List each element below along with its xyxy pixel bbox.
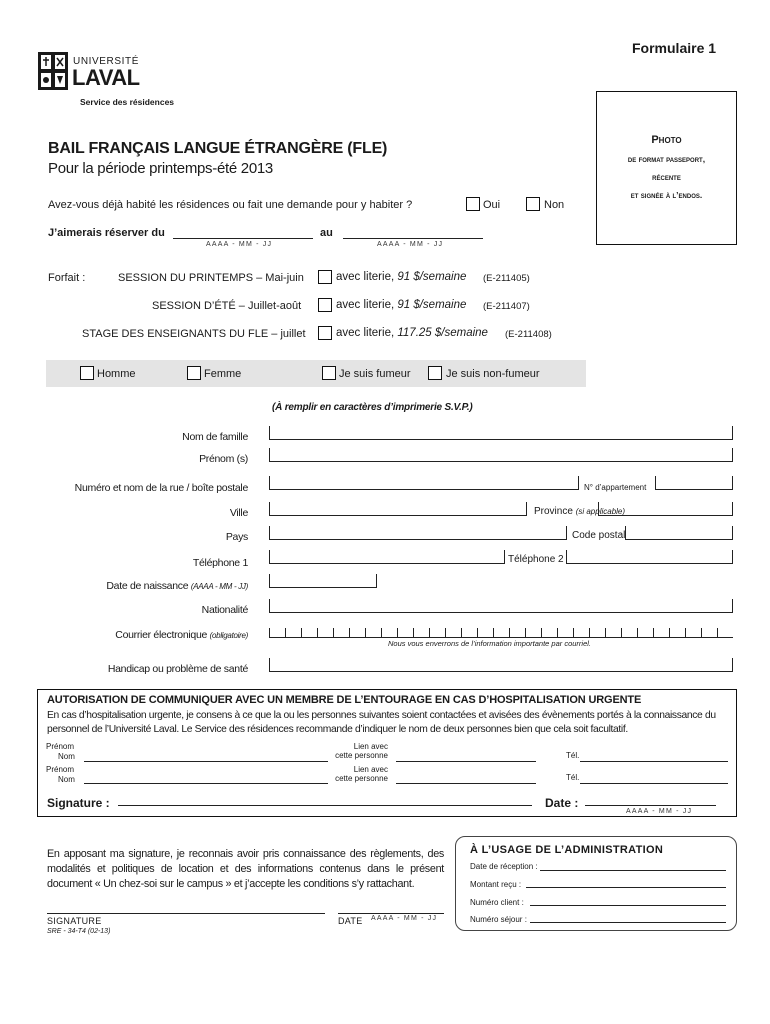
prior-no-checkbox[interactable] xyxy=(526,197,540,211)
reservation-to-hint: AAAA - MM - JJ xyxy=(377,241,444,248)
country-field[interactable] xyxy=(269,526,567,540)
contact1-link-label xyxy=(333,742,388,760)
forfait-1-price: 91 $/semaine xyxy=(397,271,467,283)
forfait-2-checkbox[interactable] xyxy=(318,298,332,312)
contact2-firstname-label: Prénom xyxy=(46,765,75,774)
nationality-label: Nationalité xyxy=(201,604,248,616)
admin-amount-field[interactable] xyxy=(526,887,726,888)
consent-date-field[interactable] xyxy=(338,913,444,914)
authorization-text: En cas d’hospitalisation urgente, je consens à ce que la ou les personnes suivantes soient contactées et avisées des évènements portés à la connaissance du personnel de l’Université Laval. Le Service des résidences recommande d’indiquer le nom de deux personnes bien que cela soit facultatif. xyxy=(47,710,716,735)
last-name-label: Nom de famille xyxy=(182,431,248,443)
forfait-1-bedding-text: avec literie, xyxy=(336,271,398,283)
contact2-link-line2: cette personne xyxy=(335,774,388,783)
forfait-session-3: STAGE DES ENSEIGNANTS DU FLE – juillet xyxy=(82,328,306,340)
postal-code-field[interactable] xyxy=(625,526,733,540)
form-number: Formulaire 1 xyxy=(632,40,717,56)
contact2-lastname-label: Nom xyxy=(58,775,75,784)
contact2-link-field[interactable] xyxy=(396,783,536,784)
phone2-field[interactable] xyxy=(566,550,733,564)
forfait-session-1: SESSION DU PRINTEMPS – Mai-juin xyxy=(118,272,304,284)
photo-label: Photo xyxy=(651,134,682,146)
photo-format: de format passeport, xyxy=(627,154,706,164)
email-field[interactable] xyxy=(269,628,733,638)
male-checkbox[interactable] xyxy=(80,366,94,380)
forfait-label: Forfait : xyxy=(48,272,86,284)
forfait-1-code: (E-211405) xyxy=(483,273,530,284)
contact2-tel-label: Tél. xyxy=(566,773,580,782)
non-smoker-label: Je suis non-fumeur xyxy=(446,368,540,380)
auth-signature-label: Signature : xyxy=(47,796,110,810)
email-text: Courrier électronique xyxy=(115,629,208,641)
first-name-field[interactable] xyxy=(269,448,733,462)
forfait-3-checkbox[interactable] xyxy=(318,326,332,340)
city-field[interactable] xyxy=(269,502,527,516)
female-checkbox[interactable] xyxy=(187,366,201,380)
form-code: SRE - 34-T4 (02-13) xyxy=(47,928,111,935)
email-note: (obligatoire) xyxy=(209,631,248,640)
postal-code-label: Code postal xyxy=(572,530,626,541)
country-label: Pays xyxy=(225,531,248,543)
prior-yes-checkbox[interactable] xyxy=(466,197,480,211)
university-name-2: LAVAL xyxy=(72,65,140,90)
smoker-checkbox[interactable] xyxy=(322,366,336,380)
prior-no-label: Non xyxy=(544,199,565,211)
female-label: Femme xyxy=(204,368,242,380)
contact2-link-label xyxy=(333,765,388,783)
last-name-field[interactable] xyxy=(269,426,733,440)
admin-reception-label: Date de réception : xyxy=(470,862,538,871)
admin-title: À L’USAGE DE L’ADMINISTRATION xyxy=(470,844,664,856)
street-field[interactable] xyxy=(269,476,579,490)
print-note: (À remplir en caractères d’imprimerie S.V.P.) xyxy=(272,402,473,413)
contact1-link-line1: Lien avec xyxy=(353,742,388,751)
forfait-2-code: (E-211407) xyxy=(483,301,530,312)
forfait-2-bedding-text: avec literie, xyxy=(336,299,398,311)
contact1-tel-field[interactable] xyxy=(580,761,728,762)
handicap-label: Handicap ou problème de santé xyxy=(107,663,248,675)
authorization-title: AUTORISATION DE COMMUNIQUER AVEC UN MEMBRE DE L’ENTOURAGE EN CAS D’HOSPITALISATION URGENTE xyxy=(47,694,642,706)
city-label: Ville xyxy=(229,507,248,519)
forfait-2-price: 91 $/semaine xyxy=(397,299,467,311)
province-field[interactable] xyxy=(598,502,733,516)
contact1-tel-label: Tél. xyxy=(566,751,580,760)
forfait-session-2: SESSION D’ÉTÉ – Juillet-août xyxy=(152,300,302,312)
university-name-1: UNIVERSITÉ xyxy=(73,56,140,67)
province-note: (si applicable) xyxy=(575,507,626,516)
contact1-link-line2: cette personne xyxy=(335,751,388,760)
auth-signature-field[interactable] xyxy=(118,805,532,806)
handicap-field[interactable] xyxy=(269,658,733,672)
birth-date-label xyxy=(60,580,248,592)
reservation-label: J’aimerais réserver du xyxy=(48,227,165,239)
email-hint: Nous vous enverrons de l’information importante par courriel. xyxy=(388,639,592,648)
prior-residence-question: Avez-vous déjà habité les résidences ou fait une demande pour y habiter ? xyxy=(48,199,413,211)
birth-date-hint: (AAAA - MM - JJ) xyxy=(190,582,248,591)
forfait-1-bedding xyxy=(336,271,466,283)
email-label xyxy=(60,629,248,641)
birth-date-field[interactable] xyxy=(269,574,377,588)
prior-yes-label: Oui xyxy=(483,199,501,211)
consent-signature-label: SIGNATURE xyxy=(47,916,102,926)
non-smoker-checkbox[interactable] xyxy=(428,366,442,380)
reservation-from-field[interactable] xyxy=(173,238,313,239)
first-name-label: Prénom (s) xyxy=(199,453,248,465)
forfait-3-bedding xyxy=(336,327,488,339)
admin-stay-field[interactable] xyxy=(530,922,726,923)
contact1-link-field[interactable] xyxy=(396,761,536,762)
admin-client-field[interactable] xyxy=(530,905,726,906)
phone1-field[interactable] xyxy=(269,550,505,564)
forfait-3-price: 117.25 $/semaine xyxy=(397,327,488,339)
forfait-3-bedding-text: avec literie, xyxy=(336,327,398,339)
auth-date-field[interactable] xyxy=(585,805,716,806)
forfait-2-bedding xyxy=(336,299,466,311)
contact1-firstname-label: Prénom xyxy=(46,742,75,751)
nationality-field[interactable] xyxy=(269,599,733,613)
reservation-to-field[interactable] xyxy=(343,238,483,239)
contact2-link-line1: Lien avec xyxy=(353,765,388,774)
contact2-tel-field[interactable] xyxy=(580,783,728,784)
admin-stay-label: Numéro séjour : xyxy=(470,915,527,924)
phone2-label: Téléphone 2 xyxy=(508,554,564,565)
photo-box xyxy=(596,91,737,245)
consent-date-label: DATE xyxy=(338,916,363,926)
apartment-label: N° d’appartement xyxy=(584,483,647,492)
admin-client-label: Numéro client : xyxy=(470,898,524,907)
consent-text: En apposant ma signature, je reconnais avoir pris connaissance des règlements, des modalités et politiques de location et des informations contenus dans le présent document « Un chez-soi sur le campus » et j’accepte les conditions s’y rattachant. xyxy=(47,848,444,890)
auth-date-label: Date : xyxy=(545,796,579,810)
reservation-to-label: au xyxy=(320,227,333,239)
admin-reception-field[interactable] xyxy=(540,870,726,871)
contact1-lastname-label: Nom xyxy=(58,752,75,761)
university-logo xyxy=(38,52,68,90)
forfait-3-code: (E-211408) xyxy=(505,329,552,340)
auth-date-hint: AAAA - MM - JJ xyxy=(626,808,693,815)
university-crest-icon xyxy=(38,52,68,90)
phone1-label: Téléphone 1 xyxy=(192,557,248,569)
male-label: Homme xyxy=(97,368,136,380)
admin-amount-label: Montant reçu : xyxy=(470,880,522,889)
forfait-1-checkbox[interactable] xyxy=(318,270,332,284)
province-text: Province xyxy=(534,506,573,517)
apartment-field[interactable] xyxy=(655,476,733,490)
birth-date-text: Date de naissance xyxy=(106,580,189,592)
street-label: Numéro et nom de la rue / boîte postale xyxy=(74,482,248,494)
service-name: Service des résidences xyxy=(80,97,175,107)
consent-date-hint: AAAA - MM - JJ xyxy=(371,915,438,922)
consent-signature-field[interactable] xyxy=(47,913,325,914)
contact2-name-field[interactable] xyxy=(84,783,328,784)
reservation-from-hint: AAAA - MM - JJ xyxy=(206,241,273,248)
smoker-label: Je suis fumeur xyxy=(339,368,411,380)
photo-recent: récente xyxy=(652,172,681,182)
form-subtitle: Pour la période printemps-été 2013 xyxy=(48,160,273,177)
photo-signed: et signée à l’endos. xyxy=(630,190,703,200)
form-title: BAIL FRANÇAIS LANGUE ÉTRANGÈRE (FLE) xyxy=(48,140,388,157)
contact1-name-field[interactable] xyxy=(84,761,328,762)
